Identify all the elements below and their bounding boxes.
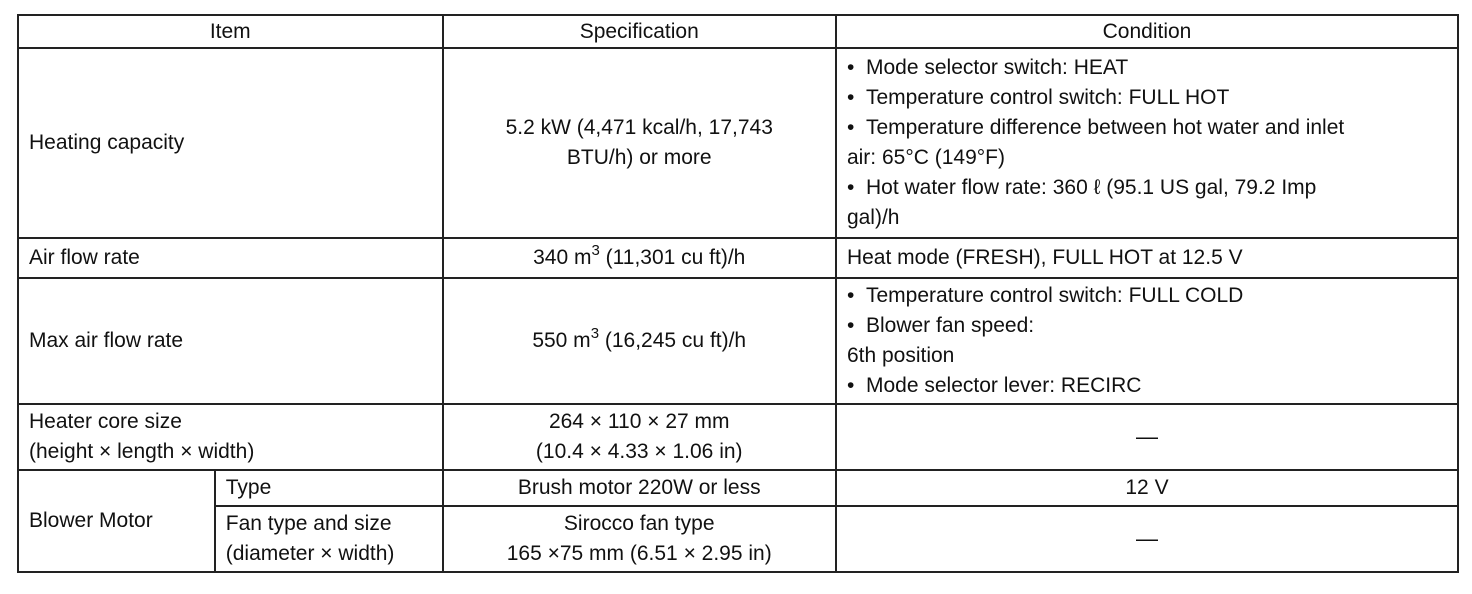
item-fan-line2: (diameter × width) (225, 542, 395, 565)
cond-blower-fan: — (836, 506, 1458, 572)
item-air-flow-rate: Air flow rate (18, 238, 443, 278)
item-heater-core-size (18, 404, 443, 470)
cond-heater-core-size: — (836, 404, 1458, 470)
spec-core-line2: (10.4 × 4.33 × 1.06 in) (535, 440, 743, 463)
item-core-line2: (height × length × width) (29, 440, 255, 463)
cond-heating-bullet-4: • Hot water flow rate: 360 ℓ (95.1 US gal, 79.2 Imp (847, 173, 1447, 203)
table-row-heating-capacity (18, 48, 1458, 238)
item-blower-type: Type (215, 470, 443, 506)
cond-max-bullet-2: • Blower fan speed: (847, 311, 1447, 341)
spec-fan-line2: 165 ×75 mm (6.51 × 2.95 in) (506, 542, 772, 565)
spec-fan-line1: Sirocco fan type (563, 512, 715, 535)
cond-max-air-flow-rate (836, 278, 1458, 404)
spec-air-flow-value: 340 m (533, 246, 592, 269)
header-item: Item (18, 15, 443, 48)
cond-blower-type: 12 V (836, 470, 1458, 506)
spec-heating-capacity (443, 48, 836, 238)
spec-core-line1: 264 × 110 × 27 mm (548, 410, 730, 433)
cond-heating-bullet-3-cont: air: 65°C (149°F) (846, 146, 1005, 169)
item-heating-capacity: Heating capacity (18, 48, 443, 238)
cond-heating-bullet-1: • Mode selector switch: HEAT (847, 53, 1447, 83)
spec-air-flow-exponent: 3 (591, 242, 600, 259)
cond-max-bullet-1: • Temperature control switch: FULL COLD (847, 281, 1447, 311)
item-blower-fan (215, 506, 443, 572)
cond-max-bullet-3: • Mode selector lever: RECIRC (847, 371, 1447, 401)
spec-max-air-flow-rate (443, 278, 836, 404)
spec-max-flow-value: 550 m (532, 329, 591, 352)
item-blower-motor: Blower Motor (18, 470, 215, 572)
cond-heating-bullet-3: • Temperature difference between hot water and inlet (847, 113, 1447, 143)
spec-air-flow-unit: (11,301 cu ft)/h (599, 246, 746, 269)
header-row (18, 15, 1458, 48)
table-row-max-air-flow-rate (18, 278, 1458, 404)
header-condition: Condition (836, 15, 1458, 48)
cond-air-flow-rate: Heat mode (FRESH), FULL HOT at 12.5 V (836, 238, 1458, 278)
item-max-air-flow-rate: Max air flow rate (18, 278, 443, 404)
header-specification: Specification (443, 15, 836, 48)
item-fan-line1: Fan type and size (225, 512, 392, 535)
table-row-air-flow-rate (18, 238, 1458, 278)
spec-heater-core-size (443, 404, 836, 470)
spec-heating-line2: BTU/h) or more (566, 146, 712, 169)
heater-spec-table (17, 14, 1459, 573)
cond-heating-capacity (836, 48, 1458, 238)
spec-max-flow-exponent: 3 (590, 325, 600, 342)
spec-max-flow-unit: (16,245 cu ft)/h (599, 329, 747, 352)
cond-max-bullet-2-cont: 6th position (846, 344, 955, 367)
spec-blower-type: Brush motor 220W or less (443, 470, 836, 506)
cond-heating-bullet-2: • Temperature control switch: FULL HOT (847, 83, 1447, 113)
spec-heating-line1: 5.2 kW (4,471 kcal/h, 17,743 (505, 116, 773, 139)
cond-heating-bullet-4-cont: gal)/h (846, 206, 900, 229)
table-row-heater-core-size (18, 404, 1458, 470)
spec-blower-fan (443, 506, 836, 572)
spec-air-flow-rate (443, 238, 836, 278)
table-row-blower-fan (18, 506, 1458, 572)
item-core-line1: Heater core size (29, 410, 182, 433)
table-row-blower-type (18, 470, 1458, 506)
spec-table-container (17, 14, 1459, 573)
